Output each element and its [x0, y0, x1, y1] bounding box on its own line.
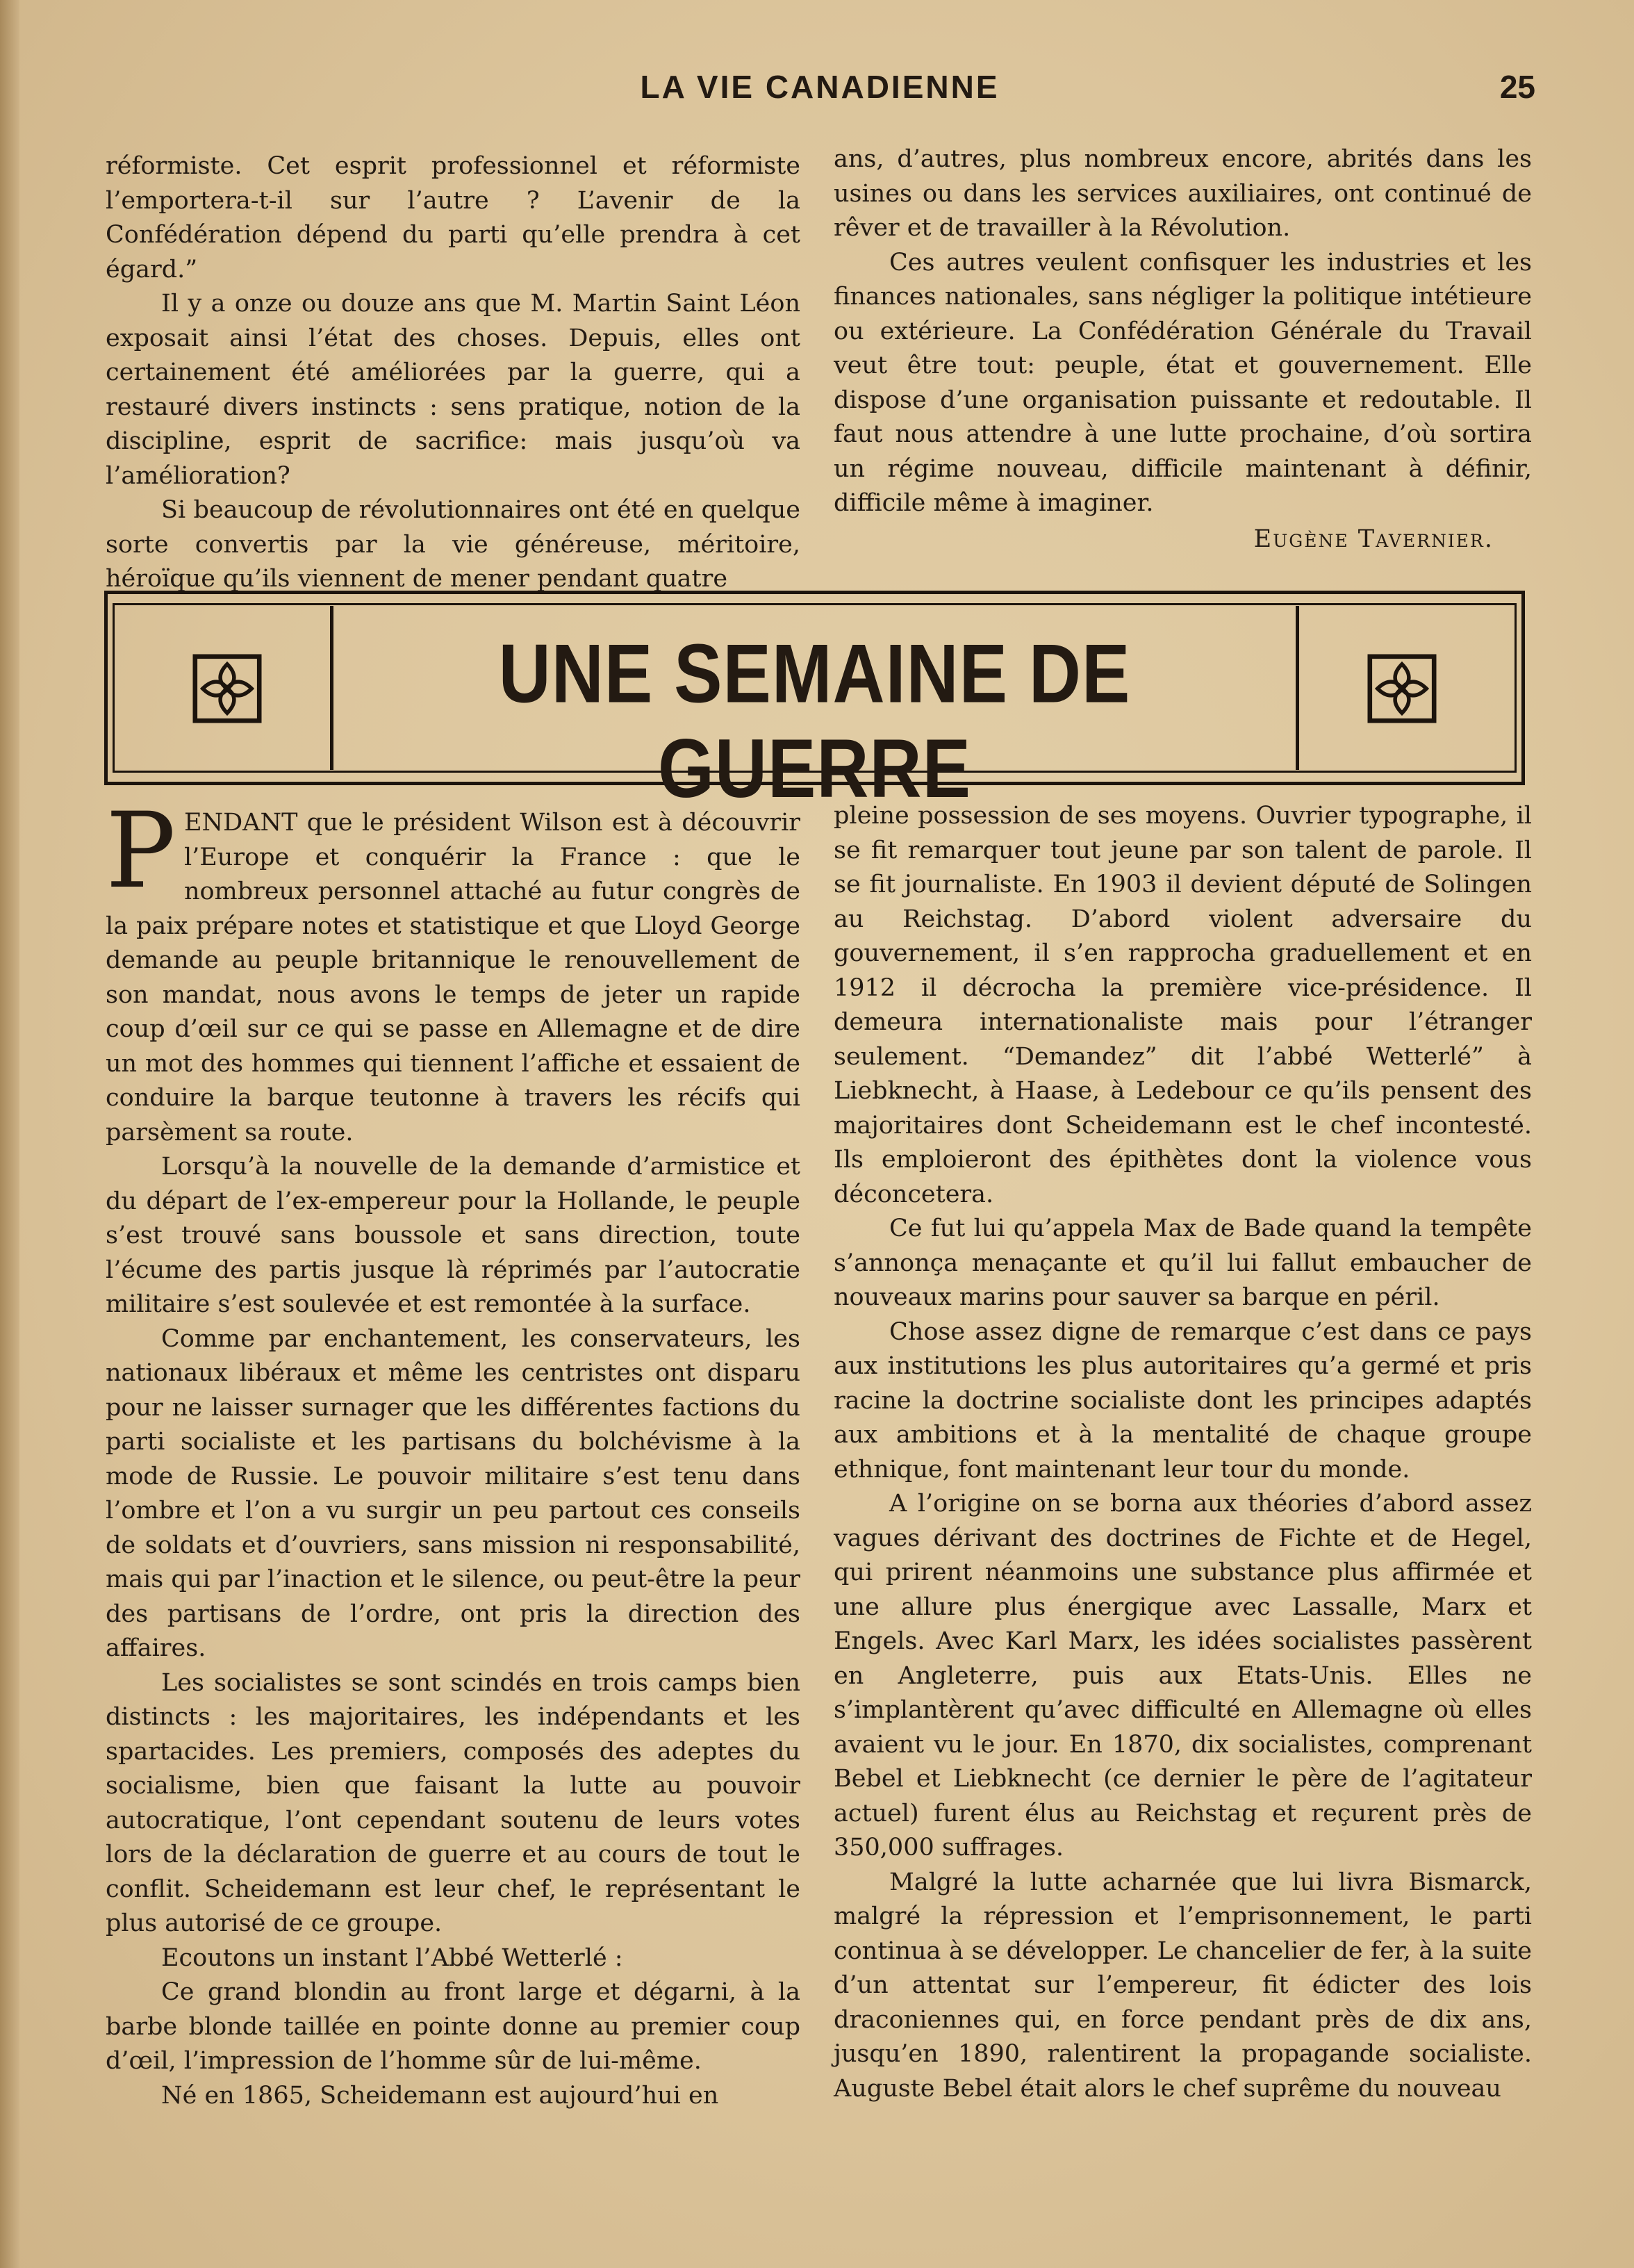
paragraph: Ces autres veulent confisquer les industries et les finances nationales, sans négliger la politique intétieure ou extérieure. La Confédération Générale du Travail veut être tout: peuple, état et gouvernement. Elle dispose d’une organisation puissante et redoutable. Il faut nous attendre à une lutte prochaine, d’où sortira un régime nouveau, difficile maintenant à définir, difficile même à imaginer.	[834, 248, 1532, 517]
paragraph: Ce grand blondin au front large et dégarni, à la barbe blonde taillée en pointe donne au premier coup d’œil, l’impression de l’homme sûr de lui-même.	[106, 1978, 800, 2075]
publication-title: LA VIE CANADIENNE	[640, 69, 1000, 105]
page-spine-edge	[0, 0, 19, 2268]
paragraph-text: ENDANT que le président Wilson est à découvrir l’Europe et conquérir la France : que le nombreux personnel attaché au futur congrès de la paix prépare notes et statistique et que Lloyd George demande au peuple britannique le renouvellement de son mandat, nous avons le temps de jeter un rapide coup d’œil sur ce qui se passe en Allemagne et de dire un mot des hommes qui tiennent l’affiche et essaient de conduire la barque teutonne à travers les récifs qui parsèment sa route.	[106, 809, 800, 1147]
paragraph	[106, 149, 800, 287]
paragraph: Comme par enchantement, les conservateurs, les nationaux libéraux et même les centristes ont disparu pour ne laisser surnager que les différentes factions du parti socialiste et les partisans du bolchévisme à la mode de Russie. Le pouvoir militaire s’est tenu dans l’ombre et l’on a vu surgir un peu partout ces conseils de soldats et d’ouvriers, sans mission ni responsabilité, mais qui par l’inaction et le silence, ou peut-être la peur des partisans de l’ordre, ont pris la direction des affaires.	[106, 1324, 800, 1662]
article-title-banner	[104, 591, 1525, 816]
paragraph: Ecoutons un instant l’Abbé Wetterlé :	[161, 1944, 623, 1972]
paragraph-text: réformiste. Cet esprit professionnel et réformiste l’emportera-t-il sur l’autre ? L’avenir de la Confédération dépend du parti qu’elle prendra à cet égard.”	[106, 152, 800, 284]
paragraph: Lorsqu’à la nouvelle de la demande d’armistice et du départ de l’ex-empereur pour la Hollande, le peuple s’est trouvé sans boussole et sans direction, toute l’écume des partis jusque là réprimés par l’autocratie militaire s’est soulevée et est remontée à la surface.	[106, 1153, 800, 1318]
article-right-column	[834, 799, 1532, 2106]
quatrefoil-ornament-icon	[189, 650, 265, 727]
quatrefoil-ornament-icon	[1364, 650, 1440, 727]
paragraph: Malgré la lutte acharnée que lui livra Bismarck, malgré la répression et l’emprisonnement, le parti continua à se développer. Le chancelier de fer, à la suite d’un attentat sur l’empereur, fit édicter des lois draconiennes qui, en force pendant près de dix ans, jusqu’en 1890, ralentirent la propagande socialiste. Auguste Bebel était alors le chef suprême du nouveau	[834, 1868, 1532, 2103]
paragraph: Si beaucoup de révolutionnaires ont été en quelque sorte convertis par la vie généreuse, méritoire, héroïque qu’ils viennent de mener pendant quatre	[106, 496, 800, 593]
paragraph: Né en 1865, Scheidemann est aujourd’hui en	[161, 2081, 719, 2110]
banner-divider-right	[1296, 606, 1299, 770]
author-signature: Eugène Tavernier.	[1253, 525, 1494, 553]
page-number: 25	[1499, 69, 1535, 105]
paragraph: Ce fut lui qu’appela Max de Bade quand la tempête s’annonça menaçante et qu’il lui fallut embaucher de nouveaux marins pour sauver sa barque en péril.	[834, 1215, 1532, 1311]
previous-article-right-column	[834, 142, 1532, 557]
paragraph: pleine possession de ses moyens. Ouvrier typographe, il se fit remarquer tout jeune par son talent de parole. Il se fit journaliste. En 1903 il devient député de Solingen au Reichstag. D’abord violent adversaire du gouvernement, il s’en rapprocha graduellement et en 1912 il décrocha la première vice-présidence. Il demeura internationaliste mais pour l’étranger seulement. “Demandez” dit l’abbé Wetterlé” à Liebknecht, à Haase, à Ledebour ce qu’ils pensent des majoritaires dont Scheidemann est le chef incontesté. Ils emploieront des épithètes dont la violence vous déconcetera.	[834, 802, 1532, 1208]
paragraph: Il y a onze ou douze ans que M. Martin Saint Léon exposait ainsi l’état des choses. Depuis, elles ont certainement été améliorées par la guerre, qui a restauré divers instincts : sens pratique, notion de la discipline, esprit de sacrifice: mais jusqu’où va l’amélioration?	[106, 290, 800, 490]
paragraph: Chose assez digne de remarque c’est dans ce pays aux institutions les plus autoritaires qu’a germé et pris racine la doctrine socialiste dont les principes adaptés aux ambitions et à la mentalité de chaque groupe ethnique, font maintenant leur tour du monde.	[834, 1317, 1532, 1484]
paragraph: A l’origine on se borna aux théories d’abord assez vagues dérivant des doctrines de Fichte et de Hegel, qui prirent néanmoins une substance plus affirmée et une allure plus énergique avec Lassalle, Marx et Engels. Avec Karl Marx, les idées socialistes passèrent en Angleterre, puis aux Etats-Unis. Elles ne s’implantèrent qu’avec difficulté en Allemagne où elles avaient vu le jour. En 1870, dix socialistes, comprenant Bebel et Liebknecht (ce dernier le père de l’agitateur actuel) furent élus au Reichstag et reçurent près de 350,000 suffrages.	[834, 1490, 1532, 1862]
drop-cap: P	[106, 791, 176, 912]
running-head	[104, 68, 1535, 110]
paragraph: ans, d’autres, plus nombreux encore, abrités dans les usines ou dans les services auxiliaires, ont continué de rêver et de travailler à la Révolution.	[834, 145, 1532, 242]
previous-article-left-column	[106, 149, 800, 597]
article-title: UNE SEMAINE DE GUERRE	[498, 627, 1131, 816]
paragraph	[106, 791, 800, 1150]
paragraph: Les socialistes se sont scindés en trois camps bien distincts : les majoritaires, les indépendants et les spartacides. Les premiers, composés des adeptes du socialisme, bien que faisant la lutte au pouvoir autocratique, l’ont cependant soutenu de leurs votes lors de la déclaration de guerre et au cours de tout le conflit. Scheidemann est leur chef, le représentant le plus autorisé de ce groupe.	[106, 1668, 800, 1937]
article-left-column	[106, 791, 800, 2113]
